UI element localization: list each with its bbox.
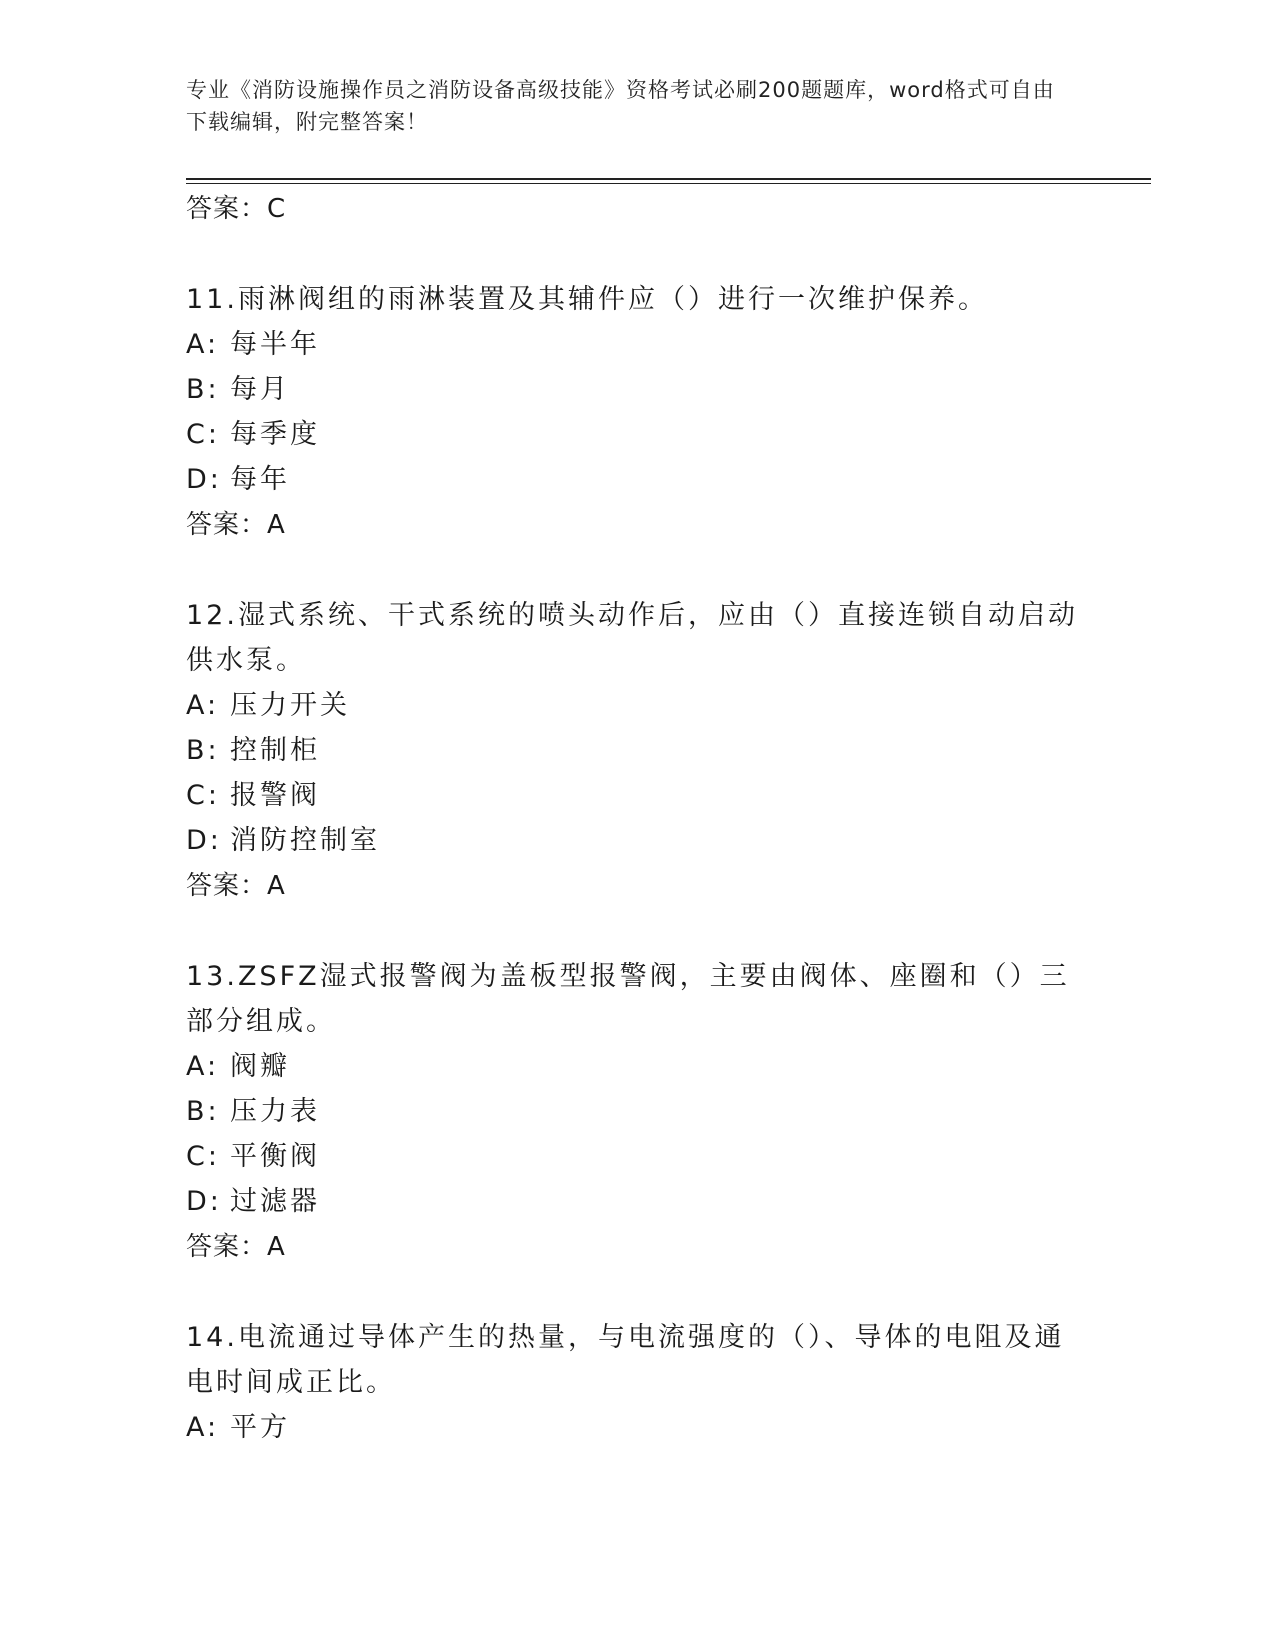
option-item <box>186 412 1086 457</box>
option-item <box>186 773 1086 818</box>
question-stem: 14.电流通过导体产生的热量，与电流强度的（）、导体的电阻及通电时间成正比。 <box>186 1322 1065 1398</box>
answer-line: 答案：A <box>186 510 286 540</box>
option-key: C: <box>186 419 220 450</box>
option-item <box>186 818 1086 863</box>
option-key: C: <box>186 780 220 811</box>
option-key: C: <box>186 1141 220 1172</box>
option-key: A: <box>186 1051 220 1082</box>
question-item <box>186 954 1086 1270</box>
answer-line: 答案：A <box>186 871 286 901</box>
header-divider <box>186 178 1151 180</box>
option-item <box>186 1179 1086 1224</box>
option-text: 控制柜 <box>230 735 320 766</box>
answer-line: 答案：C <box>186 194 287 224</box>
option-text: 过滤器 <box>230 1186 320 1217</box>
option-text: 消防控制室 <box>230 825 380 856</box>
question-stem: 12.湿式系统、干式系统的喷头动作后，应由（）直接连锁自动启动供水泵。 <box>186 600 1078 676</box>
option-key: A: <box>186 329 220 360</box>
option-text: 每半年 <box>230 329 320 360</box>
option-key: B: <box>186 1096 220 1127</box>
option-text: 平方 <box>230 1412 290 1443</box>
option-text: 每季度 <box>230 419 320 450</box>
document-header: 专业《消防设施操作员之消防设备高级技能》资格考试必刷200题题库，word格式可自由下载编辑，附完整答案！ <box>186 78 1055 134</box>
option-key: B: <box>186 735 220 766</box>
option-text: 压力开关 <box>230 690 350 721</box>
option-text: 压力表 <box>230 1096 320 1127</box>
option-text: 报警阀 <box>230 780 320 811</box>
answer-line: 答案：A <box>186 1232 286 1262</box>
question-item <box>186 593 1086 909</box>
option-text: 每年 <box>230 464 290 495</box>
option-key: D: <box>186 464 222 495</box>
option-key: A: <box>186 1412 220 1443</box>
option-text: 阀瓣 <box>230 1051 290 1082</box>
option-text: 平衡阀 <box>230 1141 320 1172</box>
question-item <box>186 1315 1086 1450</box>
option-key: B: <box>186 374 220 405</box>
option-item <box>186 1089 1086 1134</box>
header-divider-thin <box>186 183 1151 184</box>
option-item <box>186 728 1086 773</box>
question-stem: 13.ZSFZ湿式报警阀为盖板型报警阀，主要由阀体、座圈和（）三部分组成。 <box>186 961 1070 1037</box>
question-stem: 11.雨淋阀组的雨淋装置及其辅件应（）进行一次维护保养。 <box>186 284 988 315</box>
option-item <box>186 457 1086 502</box>
option-item <box>186 322 1086 367</box>
question-item <box>186 277 1086 548</box>
option-item <box>186 683 1086 728</box>
option-item <box>186 1044 1086 1089</box>
option-item <box>186 1134 1086 1179</box>
option-item <box>186 367 1086 412</box>
option-key: D: <box>186 1186 222 1217</box>
option-key: A: <box>186 690 220 721</box>
option-key: D: <box>186 825 222 856</box>
option-item <box>186 1405 1086 1450</box>
question-list <box>186 186 1086 1450</box>
option-text: 每月 <box>230 374 290 405</box>
